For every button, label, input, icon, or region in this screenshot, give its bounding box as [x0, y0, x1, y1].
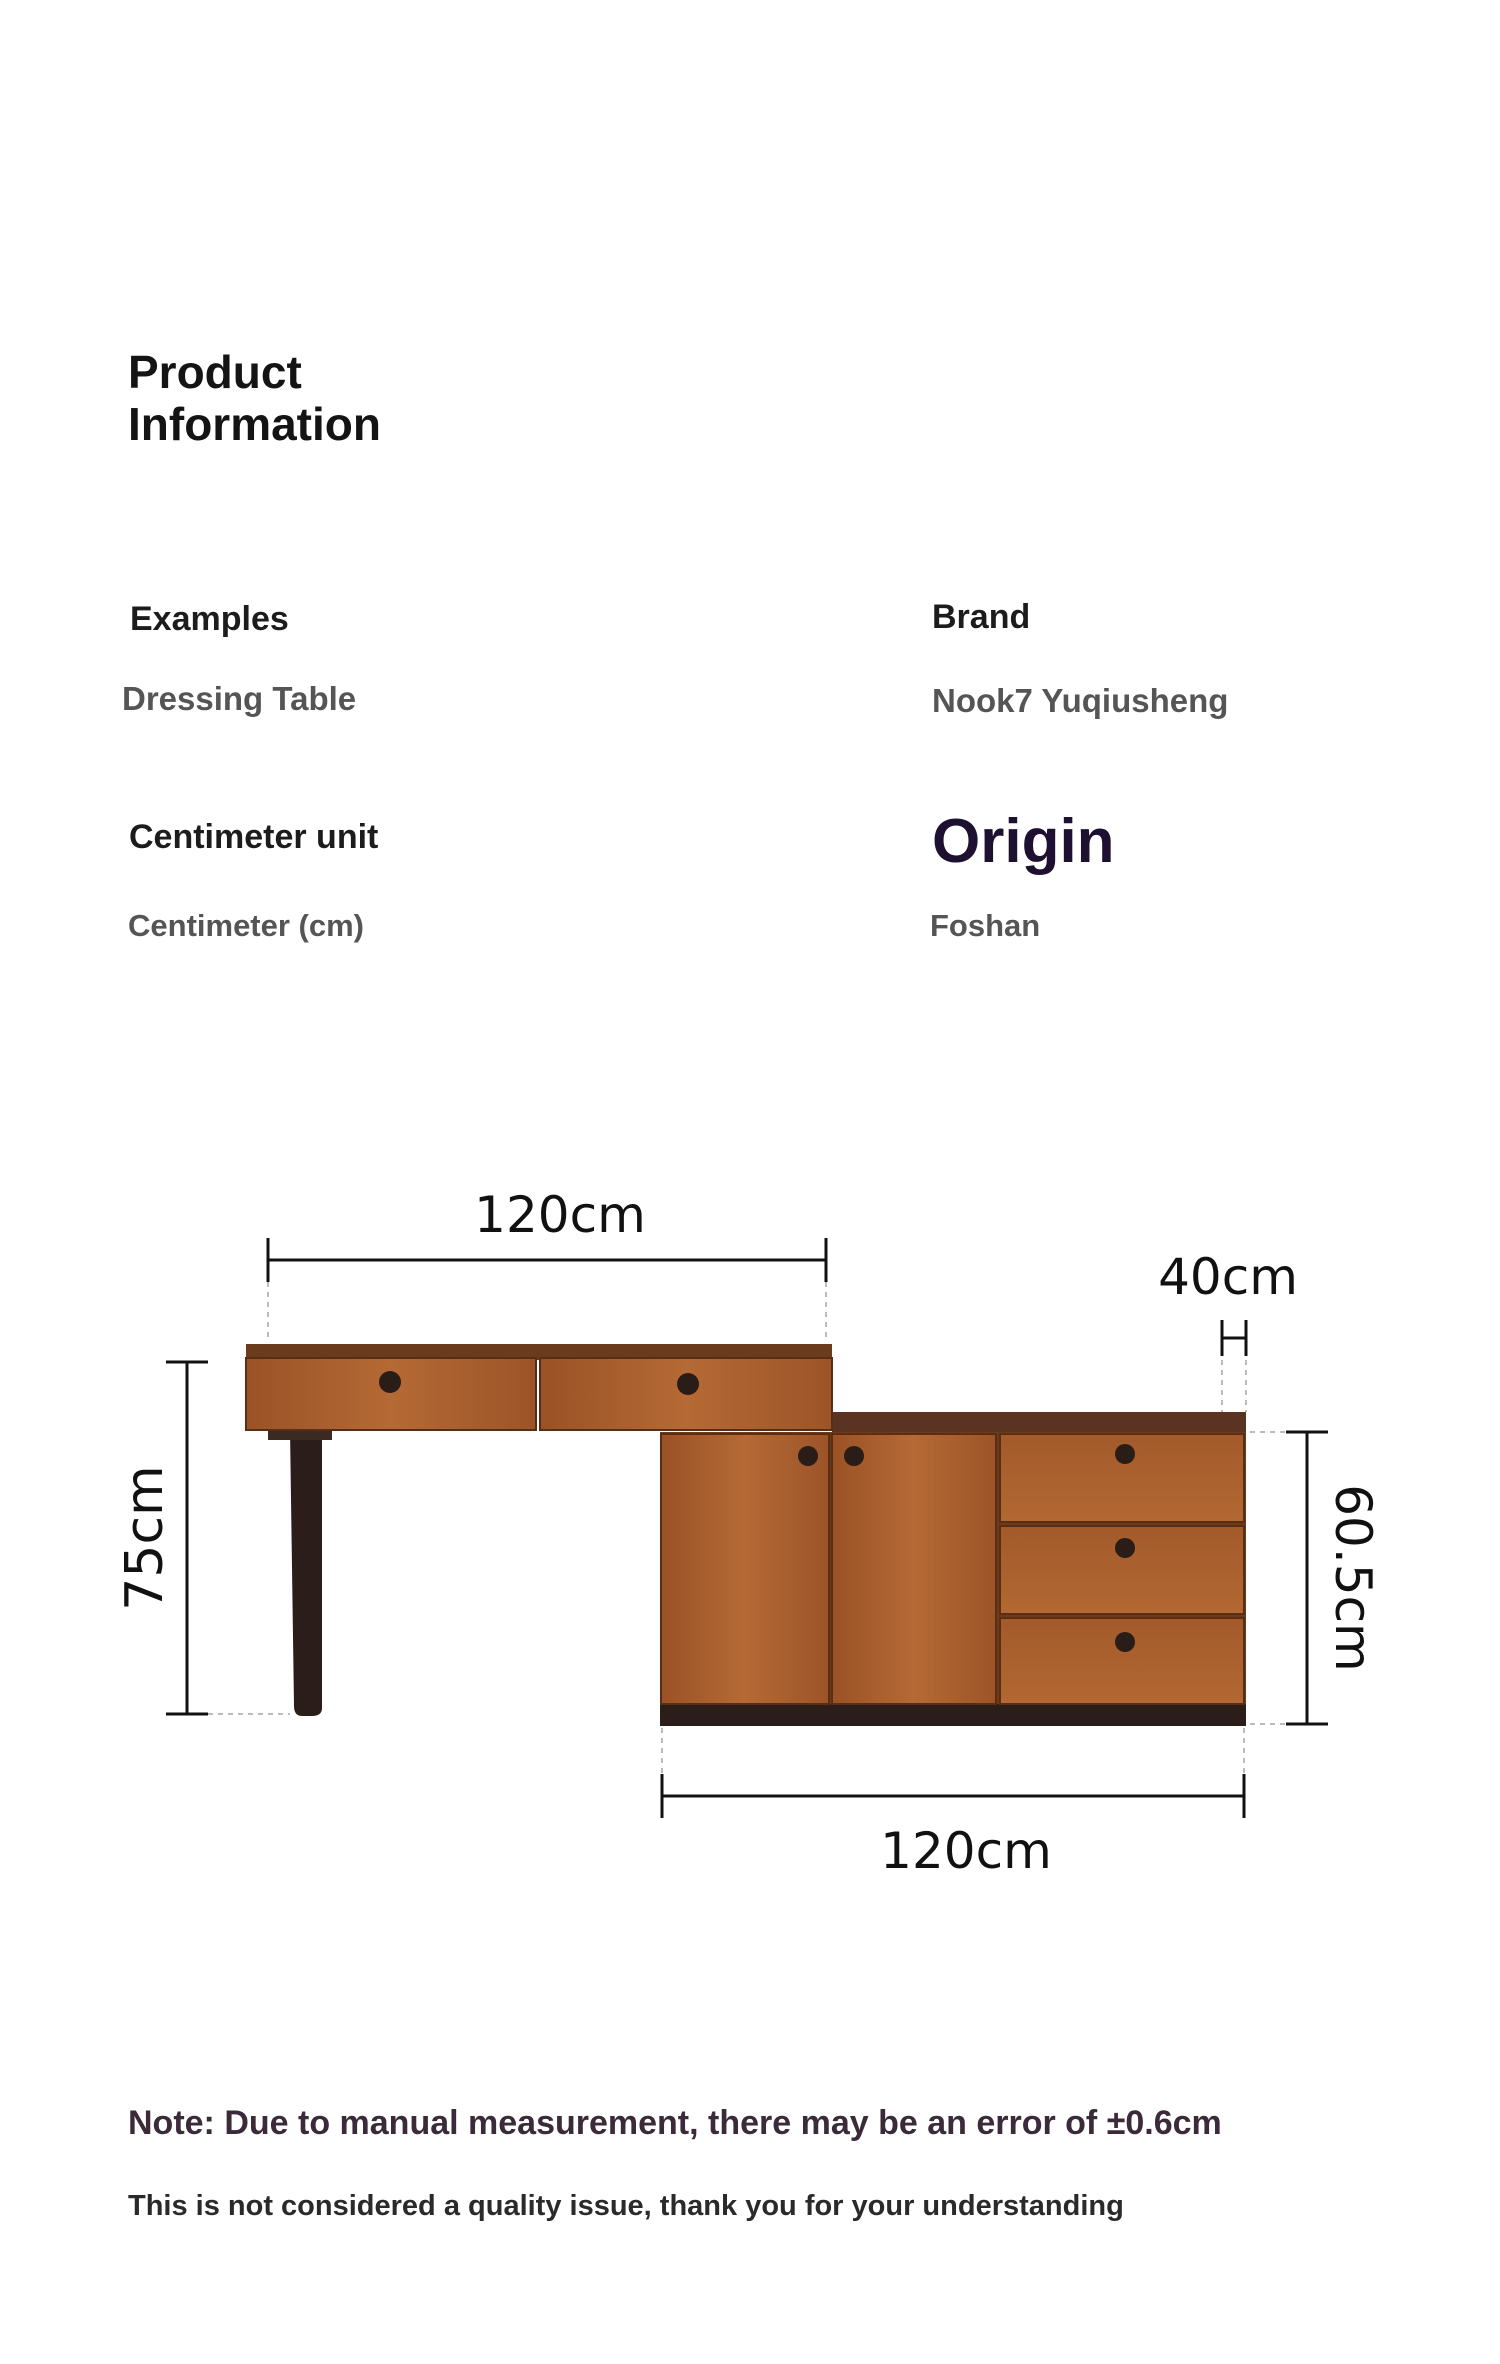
knob — [379, 1371, 401, 1393]
origin-label: Origin — [932, 807, 1115, 876]
origin-value: Foshan — [930, 908, 1041, 943]
dressing-table-diagram — [0, 1150, 1500, 1910]
cabinet — [660, 1412, 1246, 1726]
page-title — [128, 346, 381, 450]
knob — [1115, 1632, 1135, 1652]
knob — [1115, 1444, 1135, 1464]
depth-dimension — [1158, 1248, 1298, 1412]
depth-label: 40cm — [1158, 1248, 1298, 1306]
brand-label: Brand — [932, 598, 1031, 636]
cabinet-drawer-3 — [1000, 1618, 1244, 1704]
knob — [1115, 1538, 1135, 1558]
measurement-note: Note: Due to manual measurement, there may be an error of ±0.6cm — [128, 2104, 1222, 2142]
brand-value: Nook7 Yuqiusheng — [932, 682, 1229, 719]
knob — [798, 1446, 818, 1466]
cabinet-width-label: 120cm — [880, 1822, 1052, 1880]
title-line-1: Product — [128, 346, 302, 398]
desk-width-dimension — [268, 1186, 826, 1340]
desk-height-label: 75cm — [115, 1465, 175, 1611]
cabinet-height-dimension — [1250, 1432, 1382, 1724]
cabinet-door-left — [661, 1434, 829, 1704]
desk-width-label: 120cm — [474, 1186, 646, 1244]
knob — [844, 1446, 864, 1466]
examples-label: Examples — [130, 600, 289, 638]
knob — [677, 1373, 699, 1395]
desk-leg — [290, 1430, 322, 1716]
cabinet-height-label: 60.5cm — [1324, 1484, 1382, 1672]
quality-note: This is not considered a quality issue, thank you for your understanding — [128, 2190, 1124, 2222]
cabinet-width-dimension — [662, 1728, 1244, 1880]
unit-value: Centimeter (cm) — [128, 908, 364, 943]
cabinet-door-right — [832, 1434, 996, 1704]
desk-drawer-left — [246, 1358, 536, 1430]
examples-value: Dressing Table — [122, 680, 357, 717]
unit-label: Centimeter unit — [129, 818, 379, 856]
title-line-2: Information — [128, 398, 381, 450]
